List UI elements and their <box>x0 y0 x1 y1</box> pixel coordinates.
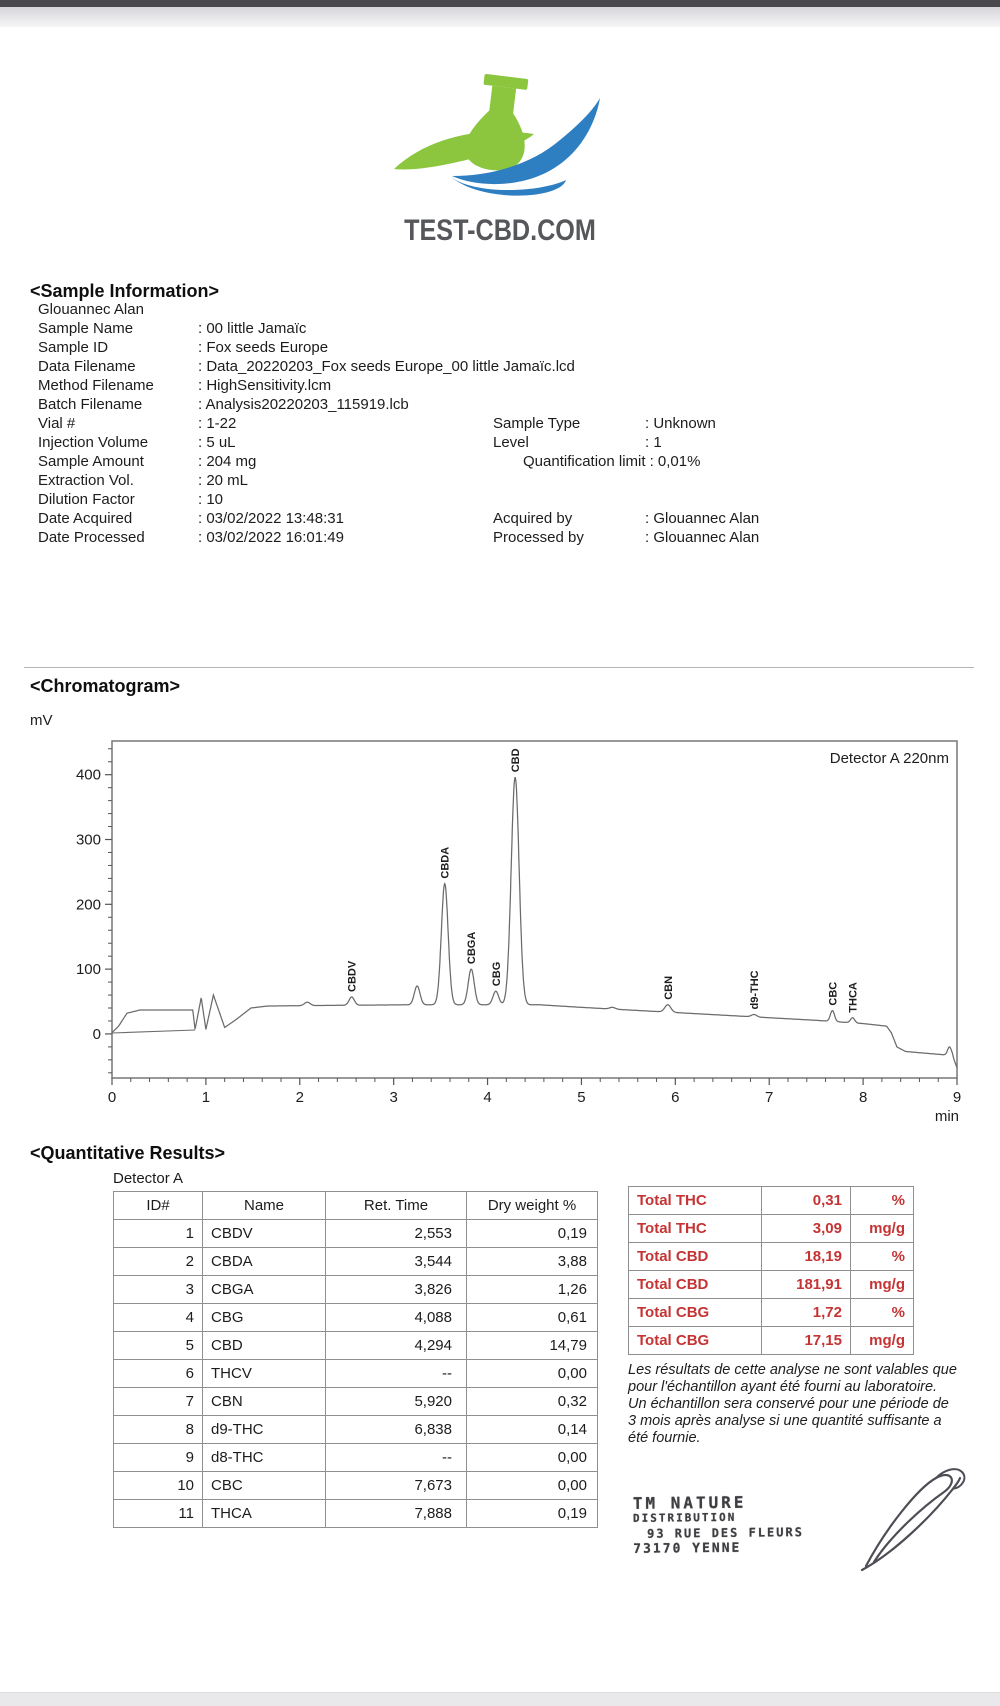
plot-border <box>112 741 957 1078</box>
peak-label: THCA <box>847 982 860 1013</box>
x-axis-unit-label: min <box>934 1108 959 1125</box>
info-value: : 204 mg <box>198 453 257 470</box>
results-row <box>114 1220 598 1248</box>
results-header-cell: Ret. Time <box>326 1192 467 1220</box>
chromatogram-heading: <Chromatogram> <box>30 676 181 696</box>
signature-scribble <box>852 1458 982 1573</box>
section-divider <box>24 667 974 668</box>
y-tick-label: 100 <box>75 961 101 979</box>
info-label: Injection Volume <box>38 434 149 451</box>
info-row <box>38 338 968 357</box>
info-value: : 10 <box>198 491 224 508</box>
results-cell: 0,00 <box>467 1360 598 1388</box>
info-row <box>38 471 968 490</box>
info-value: : Data_20220203_Fox seeds Europe_00 little Jamaïc.lcd <box>198 358 575 375</box>
stamp-line: 73170 YENNE <box>633 1540 742 1557</box>
info-label: Level <box>493 434 529 451</box>
info-value: : Analysis20220203_115919.lcb <box>198 396 409 413</box>
info-value: : 03/02/2022 13:48:31 <box>198 510 344 527</box>
info-row <box>38 319 968 338</box>
operator-name: Glouannec Alan <box>38 301 144 318</box>
flask-logo-icon <box>384 70 616 212</box>
x-tick-label: 5 <box>577 1089 586 1106</box>
x-tick-label: 7 <box>765 1089 774 1106</box>
results-cell: 9 <box>114 1444 203 1472</box>
info-row <box>38 395 968 414</box>
results-cell: 1 <box>114 1220 203 1248</box>
results-cell: CBC <box>203 1472 326 1500</box>
results-cell: d8-THC <box>203 1444 326 1472</box>
info-row <box>38 376 968 395</box>
results-cell: 1,26 <box>467 1276 598 1304</box>
results-cell: 3,88 <box>467 1248 598 1276</box>
x-tick-label: 3 <box>389 1089 398 1106</box>
info-value: : Glouannec Alan <box>645 510 760 527</box>
x-tick-label: 2 <box>295 1089 304 1106</box>
results-cell: 4,294 <box>326 1332 467 1360</box>
results-cell: 4 <box>114 1304 203 1332</box>
results-row <box>114 1248 598 1276</box>
results-row <box>114 1472 598 1500</box>
results-cell: -- <box>326 1444 467 1472</box>
info-label: Processed by <box>493 529 584 546</box>
results-cell: 0,19 <box>467 1500 598 1528</box>
y-tick-label: 300 <box>75 831 101 849</box>
scan-bottom-bar <box>0 1692 1000 1706</box>
x-tick-label: 6 <box>671 1089 680 1106</box>
stamp-line: 93 RUE DES FLEURS <box>647 1525 804 1541</box>
test-cbd-logo <box>372 70 628 248</box>
results-row <box>114 1276 598 1304</box>
totals-cell: mg/g <box>851 1215 914 1243</box>
y-axis-unit-label: mV <box>30 712 53 729</box>
results-header-cell: Name <box>203 1192 326 1220</box>
results-row <box>114 1416 598 1444</box>
results-cell: 2 <box>114 1248 203 1276</box>
info-value: : 00 little Jamaïc <box>198 320 307 337</box>
peak-label: CBGA <box>466 931 479 965</box>
results-cell: 5 <box>114 1332 203 1360</box>
results-cell: CBG <box>203 1304 326 1332</box>
scan-top-bar <box>0 0 1000 7</box>
detector-a-label: Detector A <box>113 1170 184 1187</box>
sample-information-heading: <Sample Information> <box>30 281 220 301</box>
results-cell: CBN <box>203 1388 326 1416</box>
peak-label: CBC <box>827 981 840 1006</box>
totals-row <box>629 1243 914 1271</box>
peak-label: CBD <box>510 748 523 773</box>
peak-label: CBDV <box>346 960 359 992</box>
quantitative-results-heading: <Quantitative Results> <box>30 1143 226 1163</box>
totals-cell: Total THC <box>629 1187 762 1215</box>
results-cell: 6,838 <box>326 1416 467 1444</box>
stamp-line: DISTRIBUTION <box>632 1510 737 1525</box>
totals-cell: 181,91 <box>762 1271 851 1299</box>
results-cell: -- <box>326 1360 467 1388</box>
results-row <box>114 1444 598 1472</box>
info-value: : 5 uL <box>198 434 236 451</box>
info-value: : Unknown <box>645 415 716 432</box>
results-cell: CBDA <box>203 1248 326 1276</box>
results-table <box>113 1191 598 1528</box>
totals-cell: mg/g <box>851 1271 914 1299</box>
x-tick-label: 8 <box>858 1089 868 1106</box>
totals-cell: % <box>851 1187 914 1215</box>
results-cell: 0,61 <box>467 1304 598 1332</box>
logo-site-text: TEST-CBD.COM <box>404 214 596 247</box>
results-cell: CBD <box>203 1332 326 1360</box>
totals-cell: Total CBD <box>629 1271 762 1299</box>
results-row <box>114 1388 598 1416</box>
artifact-line <box>112 1030 195 1033</box>
results-cell: 10 <box>114 1472 203 1500</box>
info-label: Date Processed <box>38 529 145 546</box>
totals-cell: % <box>851 1299 914 1327</box>
x-tick-label: 1 <box>201 1089 211 1106</box>
results-cell: 0,00 <box>467 1444 598 1472</box>
info-value: : 1-22 <box>198 415 237 432</box>
flask-body <box>463 83 532 173</box>
x-tick-label: 9 <box>952 1089 962 1106</box>
y-tick-label: 200 <box>75 896 101 914</box>
totals-cell: % <box>851 1243 914 1271</box>
y-tick-label: 0 <box>92 1025 101 1043</box>
info-label: Sample ID <box>38 339 109 356</box>
info-value: : 0,01% <box>649 453 701 470</box>
sample-info-right-bottom <box>493 509 759 547</box>
results-row <box>114 1360 598 1388</box>
info-label: Sample Amount <box>38 453 144 470</box>
info-label: Data Filename <box>38 358 136 375</box>
totals-cell: 17,15 <box>762 1327 851 1355</box>
results-row <box>114 1500 598 1528</box>
totals-cell: 0,31 <box>762 1187 851 1215</box>
info-row <box>493 528 759 547</box>
info-label: Extraction Vol. <box>38 472 134 489</box>
results-cell: 11 <box>114 1500 203 1528</box>
info-value: : Fox seeds Europe <box>198 339 329 356</box>
results-cell: THCV <box>203 1360 326 1388</box>
totals-cell: Total CBD <box>629 1243 762 1271</box>
results-row <box>114 1332 598 1360</box>
info-row <box>493 414 716 433</box>
results-cell: 5,920 <box>326 1388 467 1416</box>
results-cell: 0,32 <box>467 1388 598 1416</box>
results-cell: CBGA <box>203 1276 326 1304</box>
scan-top-shadow <box>0 7 1000 27</box>
info-label: Batch Filename <box>38 396 143 413</box>
totals-cell: Total THC <box>629 1215 762 1243</box>
results-cell: THCA <box>203 1500 326 1528</box>
info-label: Vial # <box>38 415 76 432</box>
stamp-line: TM NATURE <box>632 1492 747 1513</box>
results-cell: 0,19 <box>467 1220 598 1248</box>
sample-info-right-top <box>493 414 716 471</box>
info-label: Sample Name <box>38 320 134 337</box>
results-cell: 2,553 <box>326 1220 467 1248</box>
chromatogram-chart <box>27 731 972 1133</box>
totals-row <box>629 1215 914 1243</box>
results-cell: 7,888 <box>326 1500 467 1528</box>
info-label: Acquired by <box>493 510 573 527</box>
results-row <box>114 1304 598 1332</box>
peak-label: CBDA <box>439 846 452 879</box>
totals-row <box>629 1187 914 1215</box>
info-label: Date Acquired <box>38 510 133 527</box>
info-value: : HighSensitivity.lcm <box>198 377 332 394</box>
totals-cell: 18,19 <box>762 1243 851 1271</box>
info-label: Sample Type <box>493 415 581 432</box>
info-value: : Glouannec Alan <box>645 529 760 546</box>
disclaimer-paragraph-2: Un échantillon sera conservé pour une période de 3 mois après analyse si une quantité suffisante a été fournie. <box>628 1396 949 1446</box>
info-row <box>38 490 968 509</box>
results-cell: 4,088 <box>326 1304 467 1332</box>
totals-cell: Total CBG <box>629 1299 762 1327</box>
y-tick-label: 400 <box>75 766 101 784</box>
results-cell: d9-THC <box>203 1416 326 1444</box>
disclaimer-paragraph-1: Les résultats de cette analyse ne sont valables que pour l'échantillon ayant été fourni au laboratoire. <box>628 1362 957 1395</box>
totals-row <box>629 1327 914 1355</box>
results-cell: 8 <box>114 1416 203 1444</box>
company-stamp <box>633 1493 804 1558</box>
info-row <box>523 452 716 471</box>
totals-cell: 3,09 <box>762 1215 851 1243</box>
results-cell: 14,79 <box>467 1332 598 1360</box>
results-header-cell: Dry weight % <box>467 1192 598 1220</box>
results-cell: 3,826 <box>326 1276 467 1304</box>
totals-cell: Total CBG <box>629 1327 762 1355</box>
disclaimer-text <box>628 1362 958 1447</box>
sample-information-section <box>38 300 968 547</box>
results-header-row <box>114 1192 598 1220</box>
totals-table <box>628 1186 914 1355</box>
results-cell: 7,673 <box>326 1472 467 1500</box>
totals-row <box>629 1299 914 1327</box>
detector-label: Detector A 220nm <box>829 750 949 767</box>
peak-label: CBN <box>662 975 675 1000</box>
info-value: : 1 <box>645 434 662 451</box>
info-label: Dilution Factor <box>38 491 135 508</box>
info-row <box>38 357 968 376</box>
x-tick-label: 0 <box>107 1089 117 1106</box>
results-header-cell: ID# <box>114 1192 203 1220</box>
results-cell: CBDV <box>203 1220 326 1248</box>
info-label: Method Filename <box>38 377 154 394</box>
results-cell: 0,00 <box>467 1472 598 1500</box>
info-value: : 03/02/2022 16:01:49 <box>198 529 344 546</box>
x-tick-label: 4 <box>483 1089 492 1106</box>
results-cell: 0,14 <box>467 1416 598 1444</box>
totals-cell: 1,72 <box>762 1299 851 1327</box>
info-label: Quantification limit <box>523 453 646 470</box>
totals-row <box>629 1271 914 1299</box>
results-cell: 3 <box>114 1276 203 1304</box>
info-row <box>493 509 759 528</box>
peak-label: CBG <box>490 961 503 987</box>
peak-label: d9-THC <box>749 970 761 1010</box>
info-row <box>493 433 716 452</box>
totals-cell: mg/g <box>851 1327 914 1355</box>
results-cell: 7 <box>114 1388 203 1416</box>
results-cell: 3,544 <box>326 1248 467 1276</box>
chromatogram-trace <box>112 778 957 1068</box>
results-cell: 6 <box>114 1360 203 1388</box>
info-value: : 20 mL <box>198 472 249 489</box>
